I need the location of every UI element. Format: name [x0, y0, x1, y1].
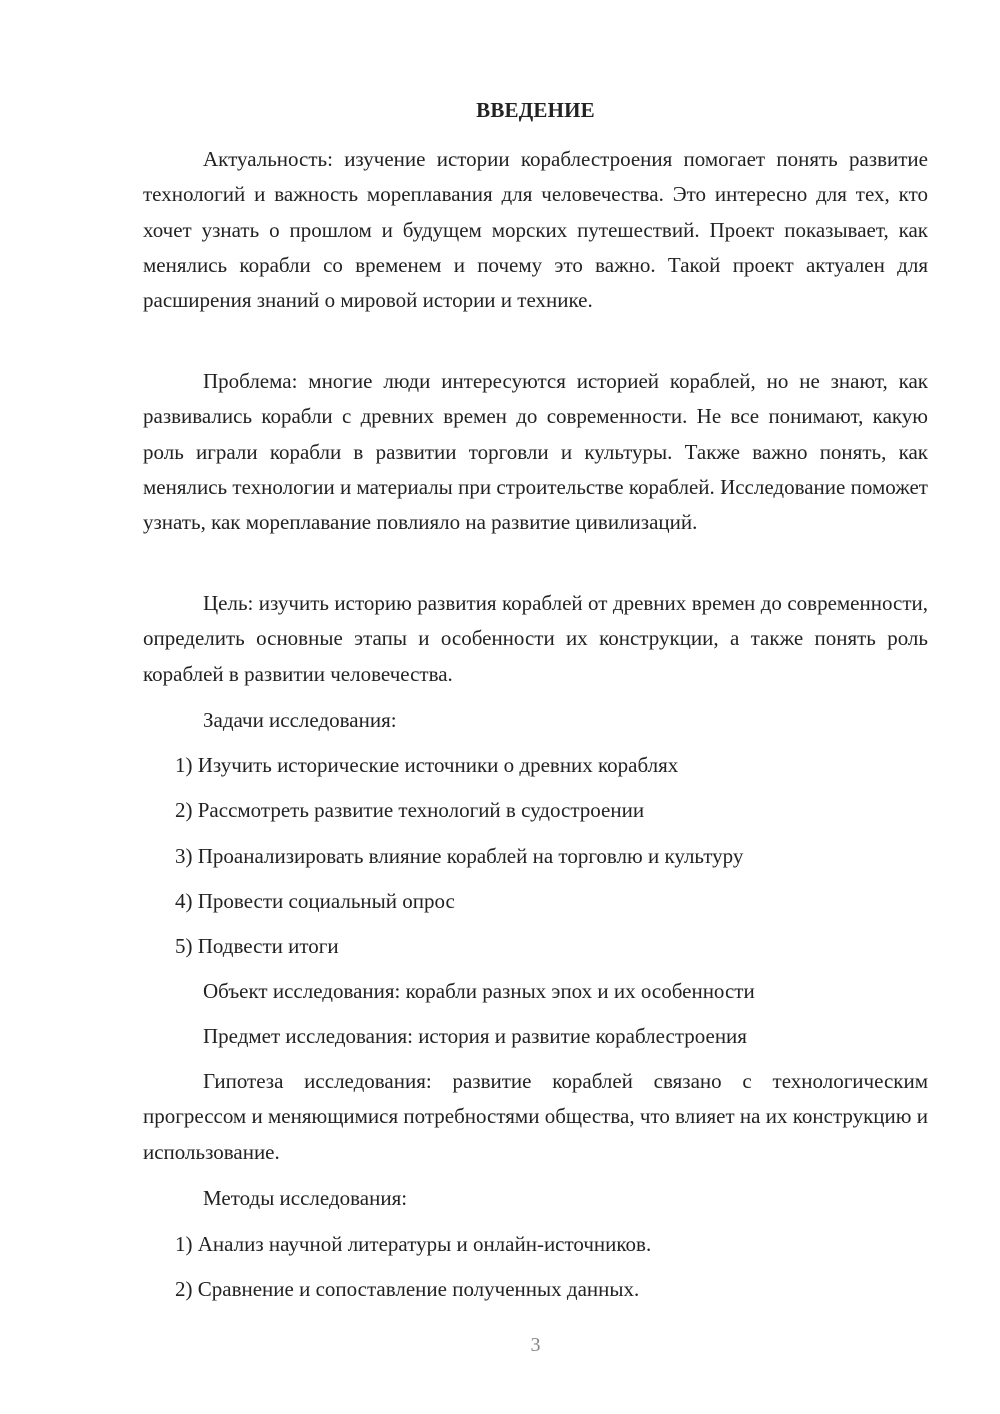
goal-paragraph: Цель: изучить историю развития кораблей от древних времен до современности, определить основные этапы и особенности их конструкции, а также понять роль кораблей в развитии человечества.: [143, 591, 928, 686]
method-item: 2) Сравнение и сопоставление полученных данных.: [175, 1277, 640, 1301]
methods-heading: Методы исследования:: [203, 1186, 408, 1210]
task-item: 2) Рассмотреть развитие технологий в судостроении: [175, 798, 645, 822]
task-item: 3) Проанализировать влияние кораблей на торговлю и культуру: [175, 844, 744, 868]
task-item: 5) Подвести итоги: [175, 934, 339, 958]
hypothesis-paragraph: Гипотеза исследования: развитие кораблей связано с технологическим прогрессом и меняющимися потребностями общества, что влияет на их конструкцию и использование.: [143, 1069, 928, 1164]
task-item: 1) Изучить исторические источники о древних кораблях: [175, 753, 679, 777]
research-subject: Предмет исследования: история и развитие кораблестроения: [203, 1024, 747, 1048]
page-number: 3: [530, 1334, 541, 1356]
relevance-paragraph: Актуальность: изучение истории кораблестроения помогает понять развитие технологий и важность мореплавания для человечества. Это интересно для тех, кто хочет узнать о прошлом и будущем морских путешествий. Проект показывает, как менялись корабли со временем и почему это важно. Такой проект актуален для расширения знаний о мировой истории и технике.: [143, 147, 928, 313]
method-item: 1) Анализ научной литературы и онлайн-источников.: [175, 1232, 652, 1256]
tasks-heading: Задачи исследования:: [203, 708, 397, 732]
task-item: 4) Провести социальный опрос: [175, 889, 455, 913]
problem-paragraph: Проблема: многие люди интересуются историей кораблей, но не знают, как развивались корабли с древних времен до современности. Не все понимают, какую роль играли корабли в развитии торговли и культуры. Также важно понять, как менялись технологии и материалы при строительстве кораблей. Исследование поможет узнать, как мореплавание повлияло на развитие цивилизаций.: [143, 369, 928, 535]
section-title: ВВЕДЕНИЕ: [476, 98, 595, 122]
research-object: Объект исследования: корабли разных эпох и их особенности: [203, 979, 755, 1003]
